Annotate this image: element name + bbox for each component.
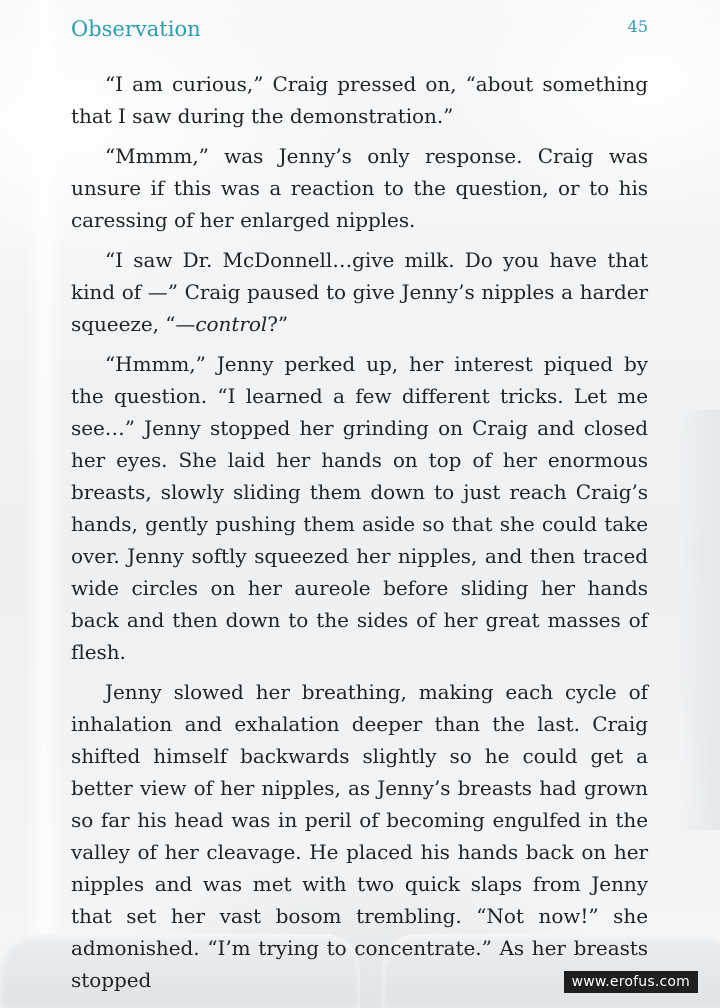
- story-paragraph: [71, 68, 648, 132]
- italic-emphasis: control: [195, 312, 268, 336]
- paragraph-text: “Mmmm,” was Jenny’s only response. Craig was unsure if this was a reaction to the question, or to his caressing of her enlarged nipples.: [71, 144, 648, 232]
- site-watermark: www.erofus.com: [564, 971, 698, 993]
- paragraph-text: ?”: [267, 312, 289, 336]
- paragraph-text: “Hmmm,” Jenny perked up, her interest piqued by the question. “I learned a few different tricks. Let me see…” Jenny stopped her grinding on Craig and closed her eyes. She laid her hands on top of her enormous breasts, slowly sliding them down to just reach Craig’s hands, gently pushing them aside so that she could take over. Jenny softly squeezed her nipples, and then traced wide circles on her aureole before sliding her hands back and then down to the sides of her great masses of flesh.: [71, 352, 648, 664]
- page-number: 45: [627, 17, 648, 36]
- paragraph-text: “I saw Dr. McDonnell…give milk. Do you have that kind of —” Craig paused to give Jenny’s nipples a harder squeeze, “—: [71, 248, 648, 336]
- story-paragraph: [71, 348, 648, 668]
- paragraph-text: Jenny slowed her breathing, making each cycle of inhalation and exhalation deeper than the last. Craig shifted himself backwards slightly so he could get a better view of her nipples, as Jenny’s breasts had grown so far his head was in peril of becoming engulfed in the valley of her cleavage. He placed his hands back on her nipples and was met with two quick slaps from Jenny that set her vast bosom trembling. “Not now!” she admonished. “I’m trying to concentrate.” As her breasts stopped: [71, 680, 648, 992]
- running-title: Observation: [71, 17, 201, 41]
- paragraph-text: “I am curious,” Craig pressed on, “about something that I saw during the demonstration.”: [71, 72, 648, 128]
- story-paragraph: [71, 676, 648, 996]
- page-header: [71, 16, 648, 42]
- story-paragraph: [71, 244, 648, 340]
- story-paragraph: [71, 140, 648, 236]
- story-body-text: [71, 68, 648, 996]
